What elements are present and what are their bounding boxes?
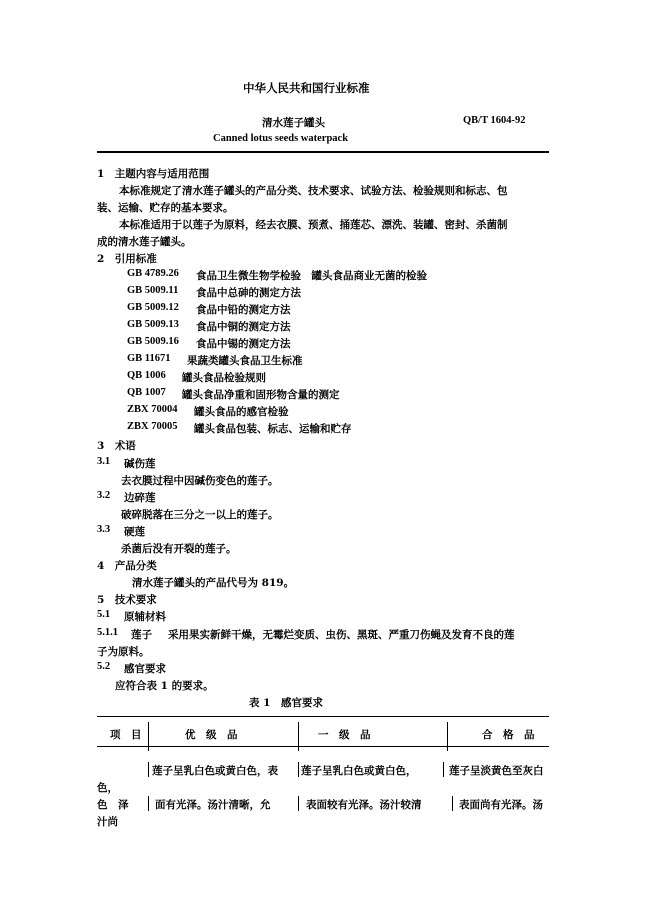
term-name: 碱伤莲 [124, 458, 156, 470]
section-2-heading: 2 引用标准 [97, 253, 157, 265]
section-5-2-number: 5.2 [97, 661, 111, 672]
ref-code: GB 4789.26 [127, 268, 179, 279]
table-cell-qualified-cont: 表面尚有光泽。汤 [459, 799, 543, 811]
term-name: 边碎莲 [124, 492, 156, 504]
table-header-qualified: 合 格 品 [482, 729, 535, 741]
term-number: 3.3 [97, 524, 111, 535]
table-header-first: 一 级 品 [318, 729, 371, 741]
section-5-1-1-term: 莲子 [131, 629, 152, 641]
term-number: 3.1 [97, 456, 111, 467]
table-column-divider [148, 796, 149, 811]
section-1-para-1-line-2: 装、运输、贮存的基本要求。 [97, 202, 234, 214]
table-column-divider [452, 796, 453, 811]
table-cell-qualified-cont: 汁尚 [97, 816, 118, 828]
term-definition: 破碎脱落在三分之一以上的莲子。 [121, 509, 279, 521]
section-5-1-1-text: 采用果实新鲜干燥，无霉烂变质、虫伤、黑斑、严重刀伤蝇及发育不良的莲 [168, 629, 515, 641]
ref-code: GB 11671 [127, 353, 171, 364]
ref-code: ZBX 70004 [127, 404, 178, 415]
table-column-divider [148, 722, 149, 741]
ref-title: 食品中总砷的测定方法 [196, 287, 301, 299]
section-5-2-text: 应符合表 1 的要求。 [115, 680, 214, 692]
table-column-divider [443, 762, 444, 777]
ref-title: 罐头食品净重和固形物含量的测定 [182, 389, 340, 401]
section-5-1-title: 原辅材料 [124, 611, 166, 623]
ref-code: ZBX 70005 [127, 421, 178, 432]
section-5-1-1-number: 5.1.1 [97, 627, 118, 638]
table-column-divider [298, 762, 299, 777]
section-4-text: 清水莲子罐头的产品代号为 819。 [132, 577, 295, 589]
ref-code: QB 1007 [127, 387, 166, 398]
table-cell-first: 莲子呈乳白色或黄白色， [301, 765, 417, 777]
table-header-premium: 优 级 品 [185, 729, 238, 741]
section-1-para-1-line-1: 本标准规定了清水莲子罐头的产品分类、技术要求、试验方法、检验规则和标志、包 [119, 185, 508, 197]
table-column-divider [298, 741, 299, 751]
table-cell-item: 色 泽 [97, 799, 129, 811]
table-cell-first-cont: 表面较有光泽。汤汁较清 [306, 799, 422, 811]
table-column-divider [148, 741, 149, 751]
section-5-2-title: 感官要求 [124, 663, 166, 675]
term-name: 硬莲 [124, 526, 145, 538]
standard-org-title: 中华人民共和国行业标准 [243, 81, 370, 95]
term-definition: 杀菌后没有开裂的莲子。 [121, 543, 237, 555]
table-column-divider [298, 796, 299, 811]
table-header-item: 项 目 [110, 729, 142, 741]
ref-title: 罐头食品检验规则 [182, 372, 266, 384]
table-cell-qualified-cont: 色， [97, 782, 118, 794]
term-number: 3.2 [97, 490, 111, 501]
table-cell-premium-cont: 面有光泽。汤汁清晰，允 [155, 799, 271, 811]
ref-code: GB 5009.12 [127, 302, 179, 313]
table-cell-premium: 莲子呈乳白色或黄白色，表 [152, 765, 278, 777]
section-5-heading: 5 技术要求 [97, 594, 157, 606]
table-column-divider [298, 722, 299, 741]
ref-title: 食品中铅的测定方法 [196, 304, 291, 316]
table-column-divider [447, 722, 448, 741]
ref-code: QB 1006 [127, 370, 166, 381]
section-1-heading: 1 主题内容与适用范围 [97, 168, 210, 180]
ref-title: 食品中锡的测定方法 [196, 338, 291, 350]
table-caption: 表 1 感官要求 [249, 697, 323, 709]
table-top-rule [97, 716, 549, 717]
ref-title: 果蔬类罐头食品卫生标准 [187, 355, 303, 367]
ref-title: 食品卫生微生物学检验 罐头食品商业无菌的检验 [196, 270, 427, 282]
ref-code: GB 5009.16 [127, 336, 179, 347]
standard-title-en: Canned lotus seeds waterpack [213, 133, 349, 144]
ref-title: 罐头食品包装、标志、运输和贮存 [194, 423, 352, 435]
ref-title: 罐头食品的感官检验 [194, 406, 289, 418]
section-3-heading: 3 术语 [97, 440, 136, 452]
table-header-rule [97, 746, 549, 747]
table-column-divider [447, 741, 448, 751]
section-4-heading: 4 产品分类 [97, 560, 157, 572]
ref-code: GB 5009.11 [127, 285, 179, 296]
header-rule [97, 151, 549, 153]
section-1-para-2-line-2: 成的清水莲子罐头。 [97, 236, 192, 248]
ref-code: GB 5009.13 [127, 319, 179, 330]
table-column-divider [148, 762, 149, 777]
standard-code: QB/T 1604-92 [463, 115, 526, 126]
term-definition: 去衣膜过程中因碱伤变色的莲子。 [121, 475, 279, 487]
table-cell-qualified: 莲子呈淡黄色至灰白 [449, 765, 544, 777]
ref-title: 食品中铜的测定方法 [196, 321, 291, 333]
section-5-1-1-text-cont: 子为原料。 [97, 646, 150, 658]
section-5-1-number: 5.1 [97, 609, 111, 620]
standard-title-cn: 清水莲子罐头 [262, 117, 325, 129]
section-1-para-2-line-1: 本标准适用于以莲子为原料，经去衣膜、预煮、捅莲芯、漂洗、装罐、密封、杀菌制 [119, 219, 508, 231]
